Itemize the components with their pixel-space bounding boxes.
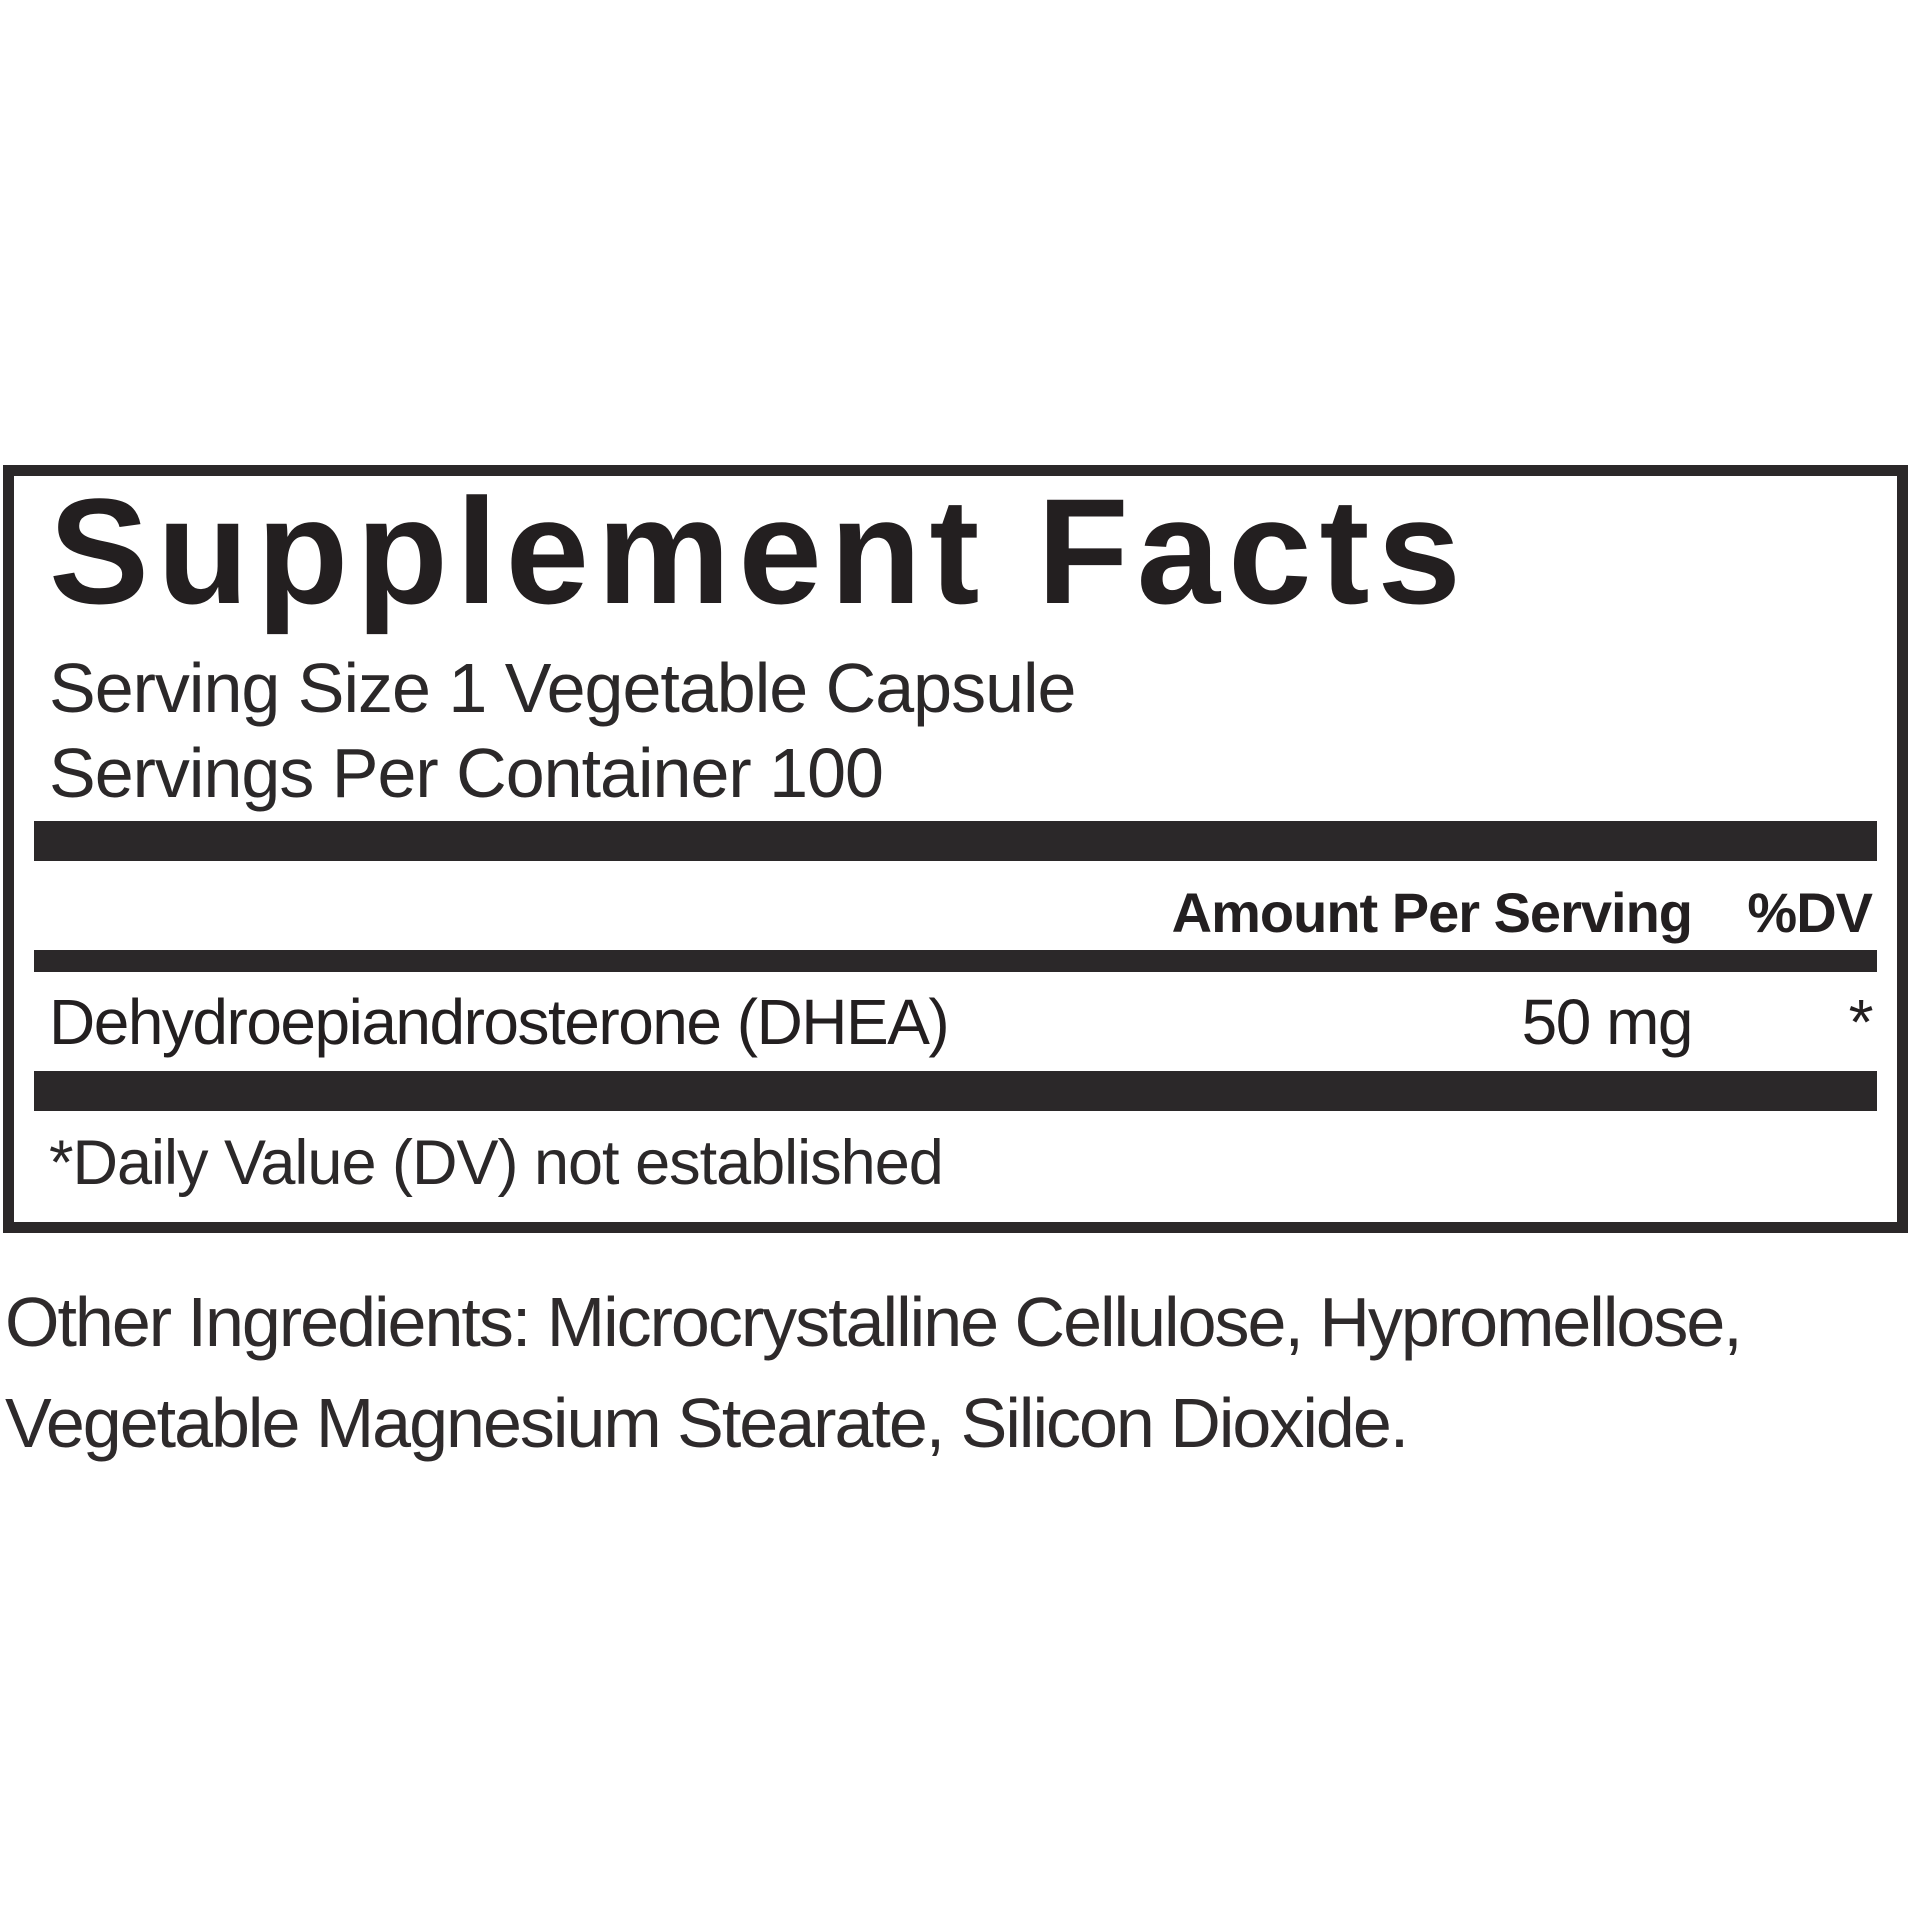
ingredient-amount: 50 mg: [1521, 985, 1692, 1058]
amount-per-serving-header: Amount Per Serving: [1171, 881, 1692, 945]
divider-bar-thick-top: [34, 821, 1877, 861]
servings-per-container-line: Servings Per Container 100: [49, 733, 883, 812]
ingredient-dv: *: [1848, 985, 1872, 1058]
serving-size-line: Serving Size 1 Vegetable Capsule: [49, 649, 1076, 727]
divider-bar-thick-bottom: [34, 1071, 1877, 1111]
daily-value-footnote: *Daily Value (DV) not established: [49, 1128, 943, 1199]
column-header-row: [14, 861, 1897, 949]
ingredient-row: [14, 972, 1897, 1072]
dv-header: %DV: [1747, 881, 1872, 945]
ingredient-name: Dehydroepiandrosterone (DHEA): [49, 985, 949, 1058]
supplement-facts-title: Supplement Facts: [49, 467, 1469, 635]
serving-info: [14, 646, 1897, 815]
other-ingredients-text: Other Ingredients: Microcrystalline Cellulose, Hypromellose, Vegetable Magnesium Stearate, Silicon Dioxide.: [5, 1283, 1741, 1462]
divider-bar-thin: [34, 950, 1877, 972]
supplement-facts-box: [3, 465, 1908, 1233]
